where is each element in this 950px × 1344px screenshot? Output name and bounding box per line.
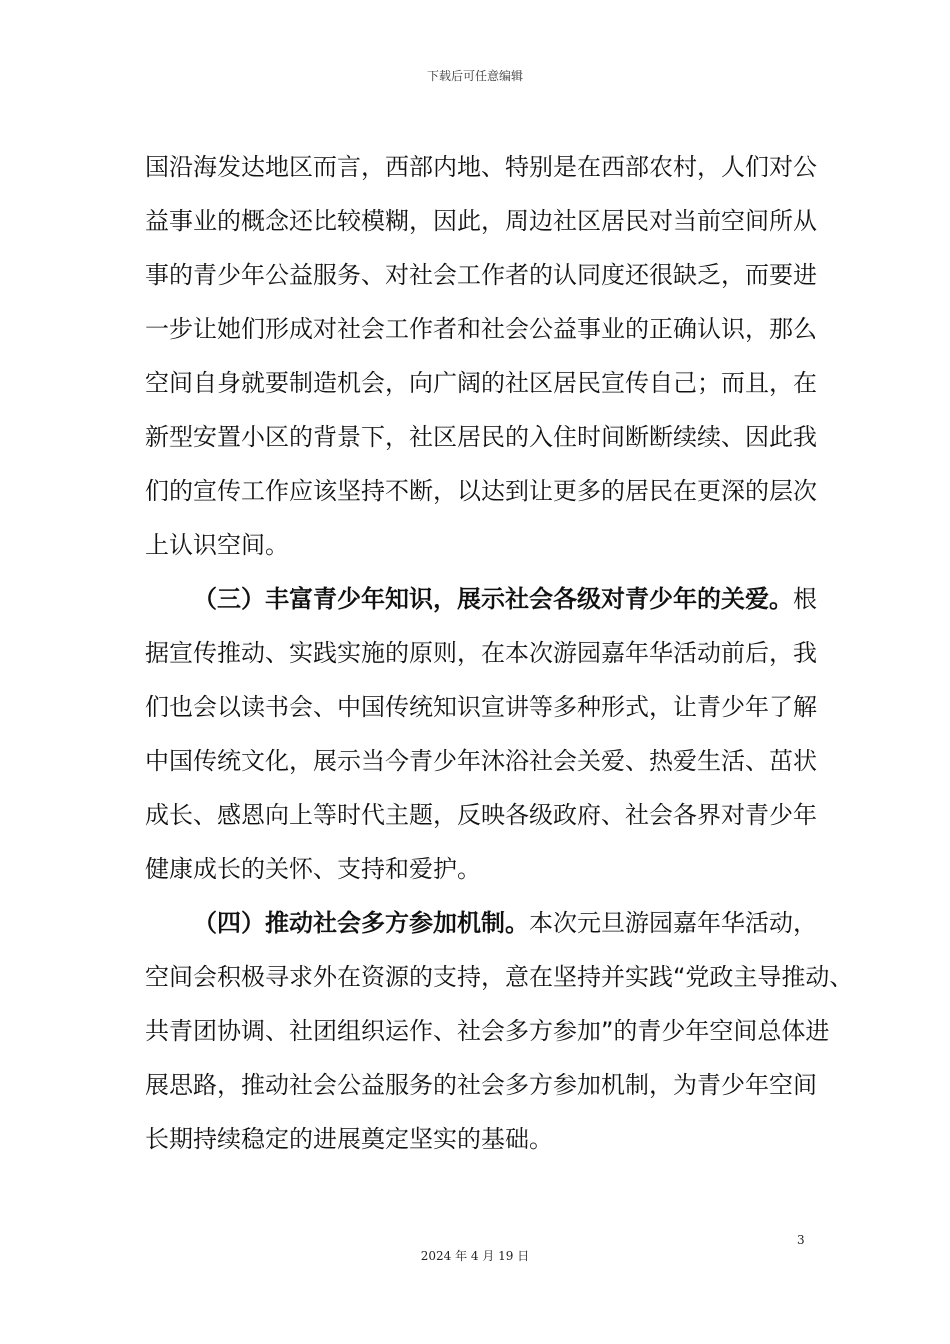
footer-date: 2024 年 4 月 19 日 xyxy=(420,1249,530,1263)
text-line: 们的宣传工作应该坚持不断，以达到让更多的居民在更深的层次 xyxy=(145,477,817,505)
text-line: 新型安置小区的背景下，社区居民的入住时间断断续续、因此我 xyxy=(145,423,817,451)
text-line: 空间自身就要制造机会，向广阔的社区居民宣传自己；而且，在 xyxy=(145,369,817,397)
text-line xyxy=(145,572,825,626)
paragraph xyxy=(145,572,825,896)
text-run: 本次元旦游园嘉年华活动， xyxy=(529,909,817,937)
text-line: 共青团协调、社团组织运作、社会多方参加”的青少年空间总体进 xyxy=(145,1017,830,1045)
text-line: 展思路，推动社会公益服务的社会多方参加机制，为青少年空间 xyxy=(145,1071,817,1099)
section-heading: （三）丰富青少年知识，展示社会各级对青少年的关爱。 xyxy=(193,585,793,613)
text-line xyxy=(145,896,825,950)
text-line: 中国传统文化，展示当今青少年沐浴社会关爱、热爱生活、茁状 xyxy=(145,747,817,775)
text-line: 空间会积极寻求外在资源的支持，意在坚持并实践“党政主导推动、 xyxy=(145,963,854,991)
document-body xyxy=(145,140,854,1166)
paragraph xyxy=(145,140,825,572)
text-line: 事的青少年公益服务、对社会工作者的认同度还很缺乏，而要进 xyxy=(145,261,817,289)
page-number: 3 xyxy=(797,1233,805,1247)
text-line: 们也会以读书会、中国传统知识宣讲等多种形式，让青少年了解 xyxy=(145,693,817,721)
text-line: 成长、感恩向上等时代主题，反映各级政府、社会各界对青少年 xyxy=(145,801,817,829)
text-line: 据宣传推动、实践实施的原则，在本次游园嘉年华活动前后，我 xyxy=(145,639,817,667)
text-line: 上认识空间。 xyxy=(145,531,289,559)
paragraph xyxy=(145,896,854,1166)
text-line: 健康成长的关怀、支持和爱护。 xyxy=(145,855,481,883)
page-header: 下载后可任意编辑 xyxy=(426,69,523,83)
text-line: 国沿海发达地区而言，西部内地、特别是在西部农村，人们对公 xyxy=(145,153,817,181)
text-line: 益事业的概念还比较模糊，因此，周边社区居民对当前空间所从 xyxy=(145,207,817,235)
text-line: 长期持续稳定的进展奠定坚实的基础。 xyxy=(145,1125,553,1153)
text-line: 一步让她们形成对社会工作者和社会公益事业的正确认识，那么 xyxy=(145,315,817,343)
section-heading: （四）推动社会多方参加机制。 xyxy=(193,909,529,937)
text-run: 根 xyxy=(793,585,817,613)
